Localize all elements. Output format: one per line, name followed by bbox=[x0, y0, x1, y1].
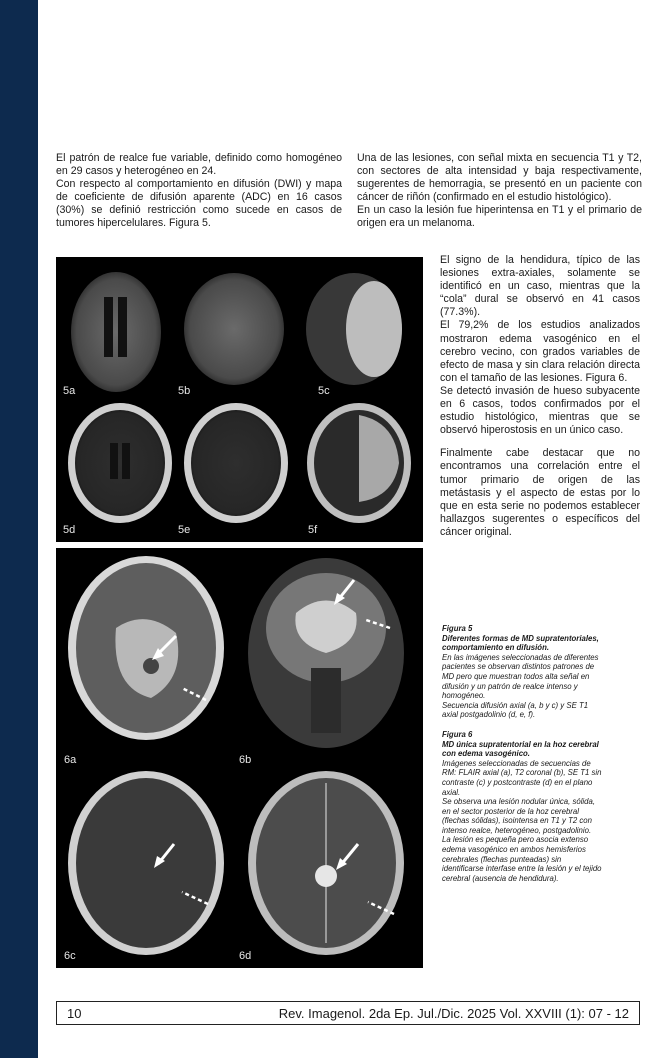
side-text-column bbox=[440, 254, 640, 539]
caption-title: Diferentes formas de MD supratentoriales, comportamiento en difusión. bbox=[442, 633, 599, 653]
figure-label: 6c bbox=[64, 950, 76, 962]
paragraph: El 79,2% de los estudios analizados mostraron edema vasogénico en el cerebro vecino, con grados variables de efecto de masa y sin clara relación directa con el tamaño de las lesiones. Figura 6. bbox=[440, 319, 640, 384]
left-text-column bbox=[56, 152, 342, 231]
page-number: 10 bbox=[67, 1006, 82, 1021]
paragraph: Con respecto al comportamiento en difusión (DWI) y mapa de coeficiente de difusión aparente (ADC) en 16 casos (30%) se definió restricción como sucede en casos de tumores hipercelulares. Figura 5. bbox=[56, 178, 342, 230]
figure-5-mri-images bbox=[56, 257, 423, 542]
figure-label: 5f bbox=[308, 524, 318, 536]
right-text-column bbox=[357, 152, 642, 231]
caption-label: Figura 6 bbox=[442, 729, 473, 739]
caption-body: Se observa una lesión nodular única, sólida, en el sector posterior de la hoz cerebral (flechas sólidas), isointensa en T1 y T2 con intenso realce, heterogéneo, postgadolinio. bbox=[442, 797, 596, 835]
paragraph: Se detectó invasión de hueso subyacente en 6 casos, todos confirmados por el estudio histológico, mientras que se observó hiperostosis en un único caso. bbox=[440, 384, 640, 437]
journal-reference: Rev. Imagenol. 2da Ep. Jul./Dic. 2025 Vol. XXVIII (1): 07 - 12 bbox=[278, 1006, 629, 1021]
caption-body: Imágenes seleccionadas de secuencias de RM: FLAIR axial (a), T2 coronal (b), SE T1 sin contraste (c) y postcontraste (d) en el plano axial. bbox=[442, 758, 602, 797]
figure-label: 6d bbox=[239, 950, 252, 962]
figure-label: 6a bbox=[64, 754, 77, 766]
paragraph: Una de las lesiones, con señal mixta en secuencia T1 y T2, con sectores de alta intensidad y baja respectivamente, sugerentes de hemorragia, se presentó en un paciente con cáncer de riñón (confirmado en el estudio histológico). bbox=[357, 152, 642, 204]
paragraph: En un caso la lesión fue hiperintensa en T1 y el primario de origen era un melanoma. bbox=[357, 204, 642, 230]
journal-spine-bar bbox=[0, 0, 38, 1058]
figure-label: 5e bbox=[178, 524, 191, 536]
figure-label: 5b bbox=[178, 385, 191, 397]
figure-5-panel bbox=[56, 257, 423, 542]
figure-label: 5a bbox=[63, 385, 76, 397]
caption-body: Secuencia difusión axial (a, b y c) y SE T1 axial postgadolinio (d, e, f). bbox=[442, 700, 589, 720]
figure-captions bbox=[442, 624, 602, 883]
paragraph: El patrón de realce fue variable, definido como homogéneo en 29 casos y heterogéneo en 24. bbox=[56, 152, 342, 178]
caption-body: La lesión es pequeña pero asocia extenso edema vasogénico en ambos hemisferios cerebrales (flechas punteadas) sin identificarse interfase entre la lesión y el tejido cerebral (ausencia de hendidura). bbox=[442, 835, 602, 883]
figure-label: 5c bbox=[318, 385, 330, 397]
paragraph: Finalmente cabe destacar que no encontramos una correlación entre el tumor primario de origen de las metástasis y el aspecto de estas por lo que en esta serie no podemos establecer hallazgos sugerentes o específicos del cáncer original. bbox=[440, 447, 640, 538]
caption-label: Figura 5 bbox=[442, 624, 473, 633]
paragraph: El signo de la hendidura, típico de las lesiones extra-axiales, solamente se identificó en un caso, mientras que la “cola” dural se observó en 41 casos (77.3%). bbox=[440, 254, 640, 319]
figure-6-panel bbox=[56, 548, 423, 968]
caption-title: MD única supratentorial en la hoz cerebral con edema vasogénico. bbox=[442, 739, 599, 759]
page-footer bbox=[56, 1001, 640, 1025]
figure-label: 5d bbox=[63, 524, 76, 536]
figure-label: 6b bbox=[239, 754, 252, 766]
caption-body: En las imágenes seleccionadas de diferentes pacientes se observan distintos patrones de MD pero que muestran todos alta señal en difusión y un patrón de realce intenso y homogéneo. bbox=[442, 652, 599, 701]
